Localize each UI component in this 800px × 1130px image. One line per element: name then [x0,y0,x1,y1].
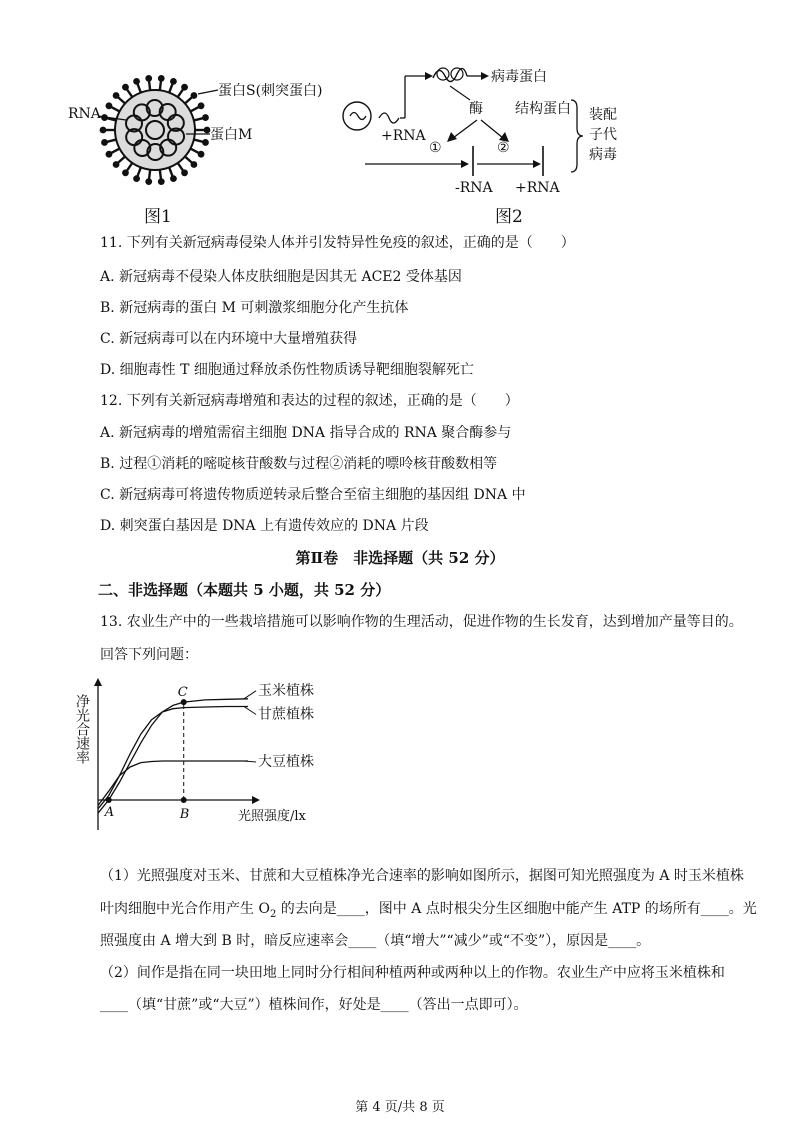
q11-stem: 11. 下列有关新冠病毒侵染人体并引发特异性免疫的叙述，正确的是（ ） [100,235,575,251]
q13-intro-line-1: 13. 农业生产中的一些栽培措施可以影响作物的生理活动，促进作物的生长发育，达到增加产量等目的。 [100,614,743,630]
assembly-label-1: 装配 [589,107,617,123]
q13-part2-line-1: （2）间作是指在同一块田地上同时分行相间种植两种或两种以上的作物。农业生产中应将玉米植株和 [100,965,725,981]
spike-tip [202,114,209,121]
q12-option-b: B. 过程①消耗的嘧啶核苷酸数与过程②消耗的嘌呤核苷酸数相等 [100,456,498,472]
point-a-marker [106,797,112,803]
q13-part1-line-3: 照强度由 A 增大到 B 时，暗反应速率会____（填“增大”“减少”或“不变”），原因是____。 [100,933,651,949]
assembly-label-3: 病毒 [589,147,617,163]
sugarcane-curve [98,707,248,809]
point-b-label: B [179,807,190,822]
minus-rna-label: -RNA [455,180,493,196]
spike-tip [113,92,120,99]
spike-tip [106,102,113,109]
spike-tip [106,151,113,158]
q12-option-c: C. 新冠病毒可将遗传物质逆转录后整合至宿主细胞的基因组 DNA 中 [100,487,526,503]
y-axis-arrow [94,678,102,686]
structural-protein-label: 结构蛋白 [515,101,571,117]
plus-rna-start-label: +RNA [381,128,426,144]
virus-envelope [115,90,195,170]
spike-tip [145,75,152,82]
viral-protein-label: 病毒蛋白 [491,69,547,85]
series-label-corn-curve: 玉米植株 [258,682,314,699]
o2-subscript: 2 [269,908,277,920]
q11-option-d: D. 细胞毒性 T 细胞通过释放杀伤性物质诱导靶细胞裂解死亡 [100,362,474,378]
step-2-label: ② [497,140,510,156]
step-1-label: ① [429,140,442,156]
spike-tip [122,169,129,176]
x-axis-label: 光照强度/lx [238,809,306,824]
q13-intro-line-2: 回答下列问题： [100,647,198,663]
figure-1-caption: 图1 [144,207,172,227]
assembly-label-2: 子代 [589,127,617,143]
figure-2-caption: 图2 [495,207,523,227]
m-protein-label: 蛋白M [210,127,253,143]
q12-option-d: D. 刺突蛋白基因是 DNA 上有遗传效应的 DNA 片段 [100,518,429,534]
q11-option-a: A. 新冠病毒不侵染人体皮肤细胞是因其无 ACE2 受体基因 [100,269,462,285]
spike-tip [202,139,209,146]
q13-part1-line-2a: 叶肉细胞中光合作用产生 O [100,901,270,917]
spike-tip [100,127,107,134]
spike-tip [133,78,140,85]
part-title: 二、非选择题（本题共 5 小题，共 52 分） [98,581,391,599]
figure-1 [60,60,350,230]
soybean-curve [98,761,248,806]
chart-svg [70,678,330,838]
spike-tip [122,84,129,91]
spike-tip [170,175,177,182]
spike-tip [158,75,165,82]
spike-tip [145,178,152,185]
spike-tip [133,175,140,182]
q13-part1-line-1: （1）光照强度对玉米、甘蔗和大豆植株净光合速率的影响如图所示，据图可知光照强度为 A 时玉米植株 [100,868,744,884]
q13-part1-line-2b: 的去向是____，图中 A 点时根尖分生区细胞中能产生 ATP 的场所有____。光 [276,901,757,917]
corn-curve [98,699,248,813]
enzyme-label: 酶 [469,101,483,117]
q13-part1-line-2 [100,899,757,925]
spike-protein-label: 蛋白S(刺突蛋白) [218,83,323,99]
spike-tip [170,78,177,85]
spike-tip [101,139,108,146]
y-axis-label: 净光合速率 [74,694,90,764]
series-label-sugarcane-curve: 甘蔗植株 [258,706,314,723]
q11-option-c: C. 新冠病毒可以在内环境中大量增殖获得 [100,331,358,347]
series-label-soybean-curve: 大豆植株 [258,753,314,770]
spike-tip [181,84,188,91]
rna-label: RNA [68,106,101,122]
q11-option-b: B. 新冠病毒的蛋白 M 可刺激浆细胞分化产生抗体 [100,300,409,316]
spike-tip [158,178,165,185]
volume-title: 第Ⅱ卷 非选择题（共 52 分） [295,549,505,567]
spike-tip [191,161,198,168]
x-axis-arrow [252,796,260,804]
q12-stem: 12. 下列有关新冠病毒增殖和表达的过程的叙述，正确的是（ ） [100,393,519,409]
q12-option-a: A. 新冠病毒的增殖需宿主细胞 DNA 指导合成的 RNA 聚合酶参与 [100,425,512,441]
figure-2 [335,60,635,230]
spike-tip [198,102,205,109]
spike-tip [181,169,188,176]
series-leader-line [244,761,256,762]
series-leader-line [244,707,256,715]
page-footer: 第 4 页/共 8 页 [355,1100,445,1115]
point-c-label: C [177,685,188,701]
q13-part2-line-2: ____（填“甘蔗”或“大豆”）植株间作，好处是____（答出一点即可）。 [100,997,528,1013]
series-leader-line [244,691,256,699]
spike-tip [191,92,198,99]
photosynthesis-chart [70,678,330,838]
plus-rna-end-label: +RNA [515,180,560,196]
spike-tip [198,151,205,158]
point-a-label: A [104,805,115,820]
spike-tip [113,161,120,168]
